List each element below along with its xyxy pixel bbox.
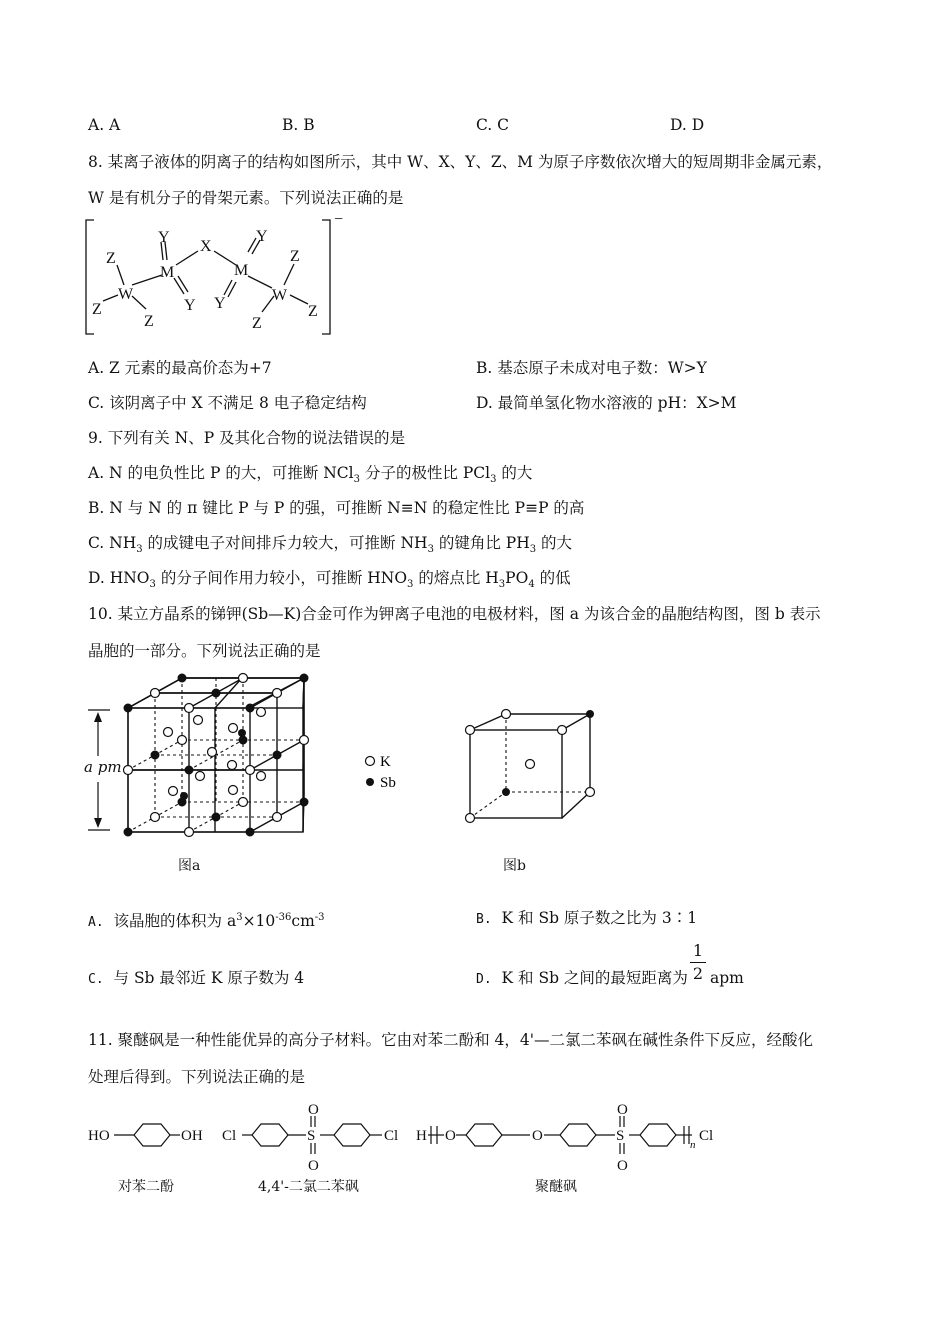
q8-stem-line2: W 是有机分子的骨架元素。下列说法正确的是	[88, 189, 404, 207]
q8-atom-y4: Y	[214, 295, 226, 312]
q10-legend-k: K	[380, 754, 391, 770]
q8-atom-z6: Z	[252, 315, 262, 332]
q11-poly-n: n	[690, 1139, 696, 1151]
q10-option-a: A. 该晶胞的体积为 $a^3\times 10^{-36}cm^{-3}$	[88, 912, 325, 931]
q10-dimension-label: a pm	[84, 758, 122, 776]
q8-stem-line1: 8. 某离子液体的阴离子的结构如图所示，其中 W、X、Y、Z、M 为原子序数依次增大的短周期非金属元素，	[88, 153, 833, 171]
k-legend-marker	[366, 757, 375, 766]
q11-stem-line1: 11. 聚醚砜是一种性能优异的高分子材料。它由对苯二酚和 4，4'—二氯二苯砜在碱性条件下反应，经酸化	[88, 1031, 813, 1049]
q11-stem-line2: 处理后得到。下列说法正确的是	[88, 1068, 306, 1086]
q7-option-c: C. C	[476, 116, 510, 134]
q8-option-c: C. 该阴离子中 X 不满足 8 电子稳定结构	[88, 394, 367, 412]
q11-poly-h: H	[416, 1128, 427, 1144]
q8-atom-m1: M	[160, 264, 175, 281]
q10-figure-a-cube	[120, 672, 320, 842]
q8-atom-y1: Y	[158, 229, 170, 246]
q7-option-a: A. A	[88, 116, 121, 134]
q11-mol2-o-bottom: O	[308, 1158, 319, 1174]
q8-atom-m2: M	[234, 262, 249, 279]
q10-caption-a: 图a	[178, 858, 201, 874]
q8-charge: −	[334, 211, 344, 228]
q11-poly-o1: O	[445, 1128, 456, 1144]
q8-option-a: A. Z 元素的最高价态为+7	[88, 359, 272, 377]
q11-mol2-cl-right: Cl	[384, 1128, 399, 1144]
q10-legend-sb: Sb	[380, 775, 396, 791]
q10-caption-b: 图b	[503, 858, 526, 874]
q8-option-d: D. 最简单氢化物水溶液的 pH：X>M	[476, 394, 737, 412]
q9-option-c: C. $NH_3$ 的成键电子对间排斥力较大，可推断 $NH_3$ 的键角比 $PH_3$ 的大	[88, 534, 573, 556]
q11-mol2-cl-left: Cl	[222, 1128, 237, 1144]
q8-atom-z5: Z	[308, 303, 318, 320]
q11-poly-s: S	[616, 1128, 625, 1144]
q9-option-a: A. N 的电负性比 P 的大，可推断 NCl$_3$ 分子的极性比 PCl$_3$ 的大	[88, 464, 533, 486]
q8-anion-structure	[84, 210, 354, 342]
q10-option-c: C. 与 Sb 最邻近 K 原子数为 4	[88, 969, 305, 987]
q11-poly-o-bottom: O	[617, 1158, 628, 1174]
q9-option-d: D. $HNO_3$ 的分子间作用力较小，可推断 $HNO_3$ 的熔点比 $H_3PO_4$ 的低	[88, 569, 571, 591]
q10-option-d-fraction: $\frac{1}{2}$	[690, 940, 706, 985]
q10-legend	[362, 752, 422, 796]
q11-mol1-ho: HO	[88, 1128, 110, 1144]
q11-mol2-o-top: O	[308, 1102, 319, 1118]
q10-option-b: B. K 和 Sb 原子数之比为 3∶1	[476, 909, 698, 927]
q8-atom-z4: Z	[290, 248, 300, 265]
q8-atom-z3: Z	[144, 313, 154, 330]
q11-poly-o2: O	[532, 1128, 543, 1144]
q11-poly-cl: Cl	[699, 1128, 714, 1144]
q11-caption-hydroquinone: 对苯二酚	[118, 1179, 174, 1195]
q10-stem-line2: 晶胞的一部分。下列说法正确的是	[88, 642, 321, 660]
q11-caption-dcdps: 4,4'-二氯二苯砜	[258, 1179, 359, 1195]
q11-caption-pes: 聚醚砜	[535, 1179, 577, 1195]
q11-mol1-oh: OH	[181, 1128, 203, 1144]
q10-figure-b	[462, 706, 602, 826]
q11-mol2-s: S	[307, 1128, 316, 1144]
q9-option-b: B. N 与 N 的 π 键比 P 与 P 的强，可推断 N≡N 的稳定性比 P≡P 的高	[88, 499, 585, 517]
q10-option-d-unit: apm	[710, 969, 744, 987]
q8-atom-w2: W	[272, 287, 288, 304]
q11-poly-o-top: O	[617, 1102, 628, 1118]
q8-atom-y3: Y	[256, 228, 268, 245]
q7-option-d: D. D	[670, 116, 705, 134]
q8-atom-w1: W	[118, 286, 134, 303]
q11-structures	[84, 1096, 724, 1200]
q10-stem-line1: 10. 某立方晶系的锑钾(Sb—K)合金可作为钾离子电池的电极材料，图 a 为该合金的晶胞结构图，图 b 表示	[88, 605, 821, 623]
q8-option-b: B. 基态原子未成对电子数：W>Y	[476, 359, 707, 377]
q8-atom-z1: Z	[106, 250, 116, 267]
q10-option-d: D. K 和 Sb 之间的最短距离为	[476, 969, 688, 987]
q9-stem: 9. 下列有关 N、P 及其化合物的说法错误的是	[88, 429, 406, 447]
q7-option-b: B. B	[282, 116, 315, 134]
q8-atom-x: X	[200, 238, 212, 255]
q8-atom-y2: Y	[184, 297, 196, 314]
sb-legend-marker	[366, 778, 374, 786]
q8-atom-z2: Z	[92, 301, 102, 318]
